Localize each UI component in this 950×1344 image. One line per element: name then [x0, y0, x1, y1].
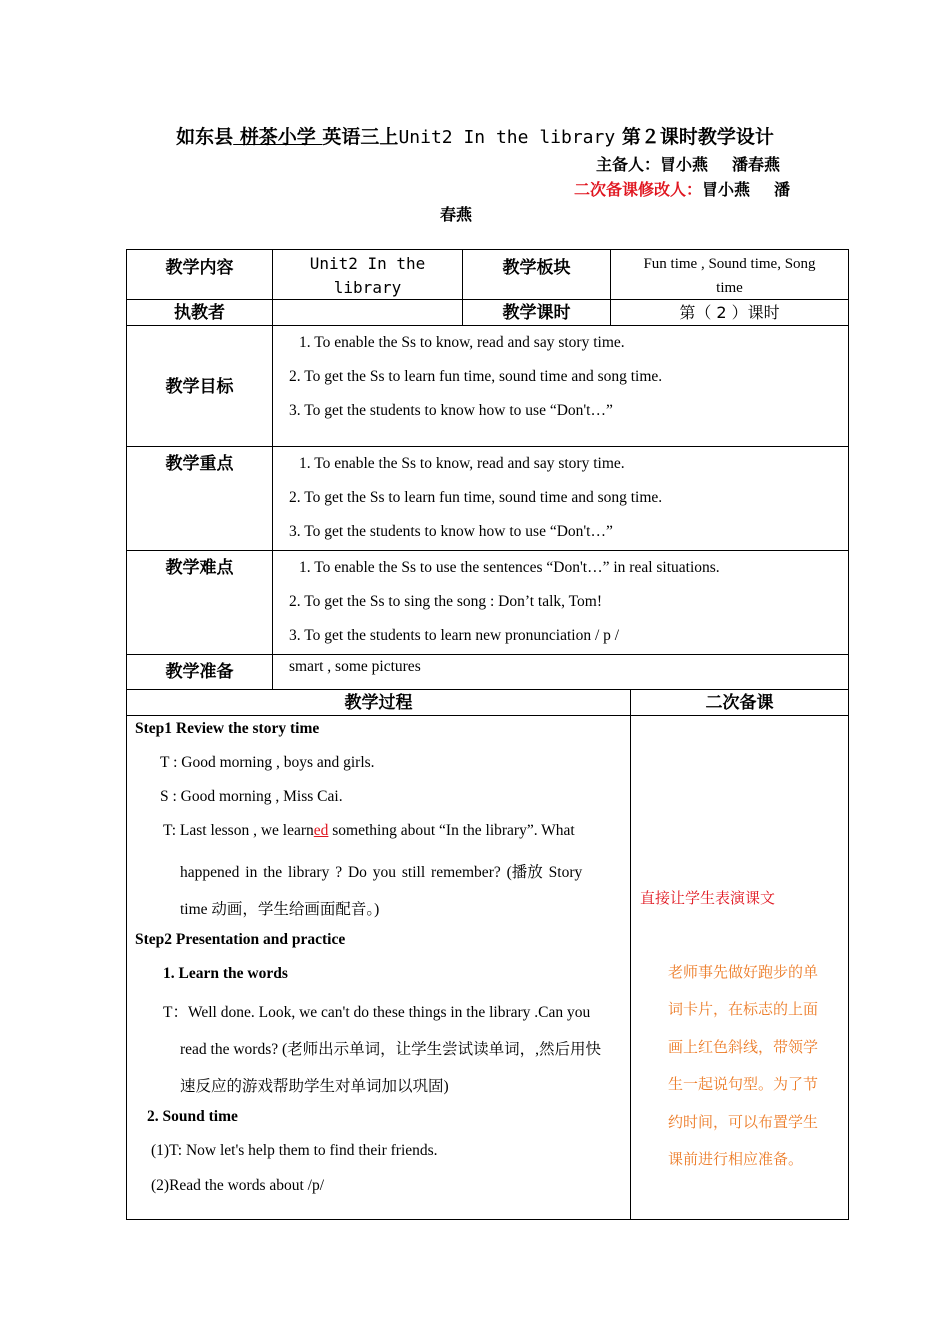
second-author-line: 二次备课修改人：冒小燕 潘 — [574, 180, 791, 199]
note-perform-text: 直接让学生表演课文 — [640, 889, 776, 907]
period-label-cell — [463, 300, 611, 326]
note-line: 生一起说句型。为了节 — [668, 1075, 819, 1094]
note-line: 词卡片，在标志的上面 — [668, 1000, 819, 1019]
notes-body-cell — [631, 716, 848, 1219]
block-label: 教学板块 — [502, 258, 571, 278]
content-value-line2: library — [333, 278, 402, 297]
keypoint-item: 3. To get the students to know how to use “Don't…” — [289, 523, 613, 540]
difficulty-item: 1. To enable the Ss to use the sentences “Don't…” in real situations. — [299, 559, 720, 576]
notes-header: 二次备课 — [705, 693, 774, 713]
sub1-line3: 速反应的游戏帮助学生对单词加以巩固) — [180, 1078, 449, 1095]
objective-item: 2. To get the Ss to learn fun time, sound time and song time. — [289, 368, 663, 385]
objectives-label: 教学目标 — [165, 377, 234, 397]
content-label: 教学内容 — [165, 258, 234, 278]
keypoint-item: 1. To enable the Ss to know, read and say story time. — [299, 455, 625, 472]
step1-teacher-question: T: Last lesson , we learned something about “In the library”. What — [163, 822, 575, 839]
title-lesson: 第２课时教学设计 — [621, 126, 774, 148]
keypoints-content-cell — [273, 447, 848, 551]
period-value: 第（ 2 ）课时 — [679, 303, 780, 322]
main-author-line: 主备人：冒小燕 潘春燕 — [596, 155, 781, 174]
title-school: 栟茶小学 — [233, 126, 323, 148]
content-value-cell — [273, 250, 463, 300]
objective-item: 3. To get the students to know how to use “Don't…” — [289, 402, 613, 419]
block-value-line1: Fun time , Sound time, Song — [643, 256, 816, 272]
objectives-label-cell — [127, 326, 273, 447]
block-value-cell — [611, 250, 848, 300]
second-author-line-cont: 春燕 — [440, 205, 473, 224]
content-value-line1: Unit2 In the — [309, 254, 426, 273]
title-unit: Unit2 In the library — [398, 127, 616, 148]
preparation-value: smart , some pictures — [289, 658, 421, 675]
notes-header-cell — [631, 690, 848, 716]
step2-title: Step2 Presentation and practice — [135, 931, 346, 948]
difficulty-item: 2. To get the Ss to sing the song : Don’t talk, Tom! — [289, 593, 602, 610]
period-value-cell — [611, 300, 848, 326]
teacher-value-cell — [273, 300, 463, 326]
document-title — [0, 122, 950, 149]
sub2-line1: (1)T: Now let's help them to find their friends. — [151, 1142, 438, 1159]
preparation-content-cell — [273, 655, 848, 690]
keypoint-item: 2. To get the Ss to learn fun time, sound time and song time. — [289, 489, 663, 506]
lesson-plan-table — [126, 249, 849, 1220]
content-label-cell — [127, 250, 273, 300]
block-label-cell — [463, 250, 611, 300]
preparation-label-cell — [127, 655, 273, 690]
objectives-content-cell — [273, 326, 848, 447]
keypoints-label: 教学重点 — [165, 454, 234, 474]
process-header: 教学过程 — [344, 693, 413, 713]
note-line: 课前进行相应准备。 — [668, 1150, 804, 1169]
period-label: 教学课时 — [502, 303, 571, 323]
step1-question-line2: happened in the library ? Do you still remember? (播放 Story — [180, 864, 583, 881]
block-value-line2: time — [716, 280, 743, 296]
teacher-label: 执教者 — [174, 303, 225, 323]
note-line: 画上红色斜线，带领学 — [668, 1037, 819, 1056]
sub1-line2: read the words? (老师出示单词，让学生尝试读单词，,然后用快 — [180, 1041, 602, 1058]
note-line: 老师事先做好跑步的单 — [668, 963, 819, 981]
process-header-cell — [127, 690, 631, 716]
step1-question-line3: time 动画，学生给画面配音。) — [180, 901, 380, 918]
sub1-title: 1. Learn the words — [163, 965, 288, 982]
note-line: 约时间，可以布置学生 — [668, 1112, 819, 1131]
difficulties-label-cell — [127, 551, 273, 655]
sub1-line1: T：Well done. Look, we can't do these things in the library .Can you — [163, 1004, 591, 1021]
difficulties-label: 教学难点 — [165, 558, 234, 578]
sub2-title: 2. Sound time — [147, 1108, 238, 1125]
teacher-label-cell — [127, 300, 273, 326]
step1-teacher-line: T : Good morning , boys and girls. — [160, 754, 375, 771]
step1-student-line: S : Good morning , Miss Cai. — [160, 788, 343, 805]
process-body-cell — [127, 716, 631, 1219]
step1-title: Step1 Review the story time — [135, 720, 320, 737]
preparation-label: 教学准备 — [165, 662, 234, 682]
objective-item: 1. To enable the Ss to know, read and say story time. — [299, 334, 625, 351]
keypoints-label-cell — [127, 447, 273, 551]
sub2-line2: (2)Read the words about /p/ — [151, 1177, 325, 1194]
title-subject: 英语三上 — [322, 126, 399, 148]
title-county: 如东县 — [176, 126, 234, 148]
note-prepare-cards — [668, 954, 818, 1178]
difficulties-content-cell — [273, 551, 848, 655]
difficulty-item: 3. To get the students to learn new pronunciation / p / — [289, 627, 620, 644]
